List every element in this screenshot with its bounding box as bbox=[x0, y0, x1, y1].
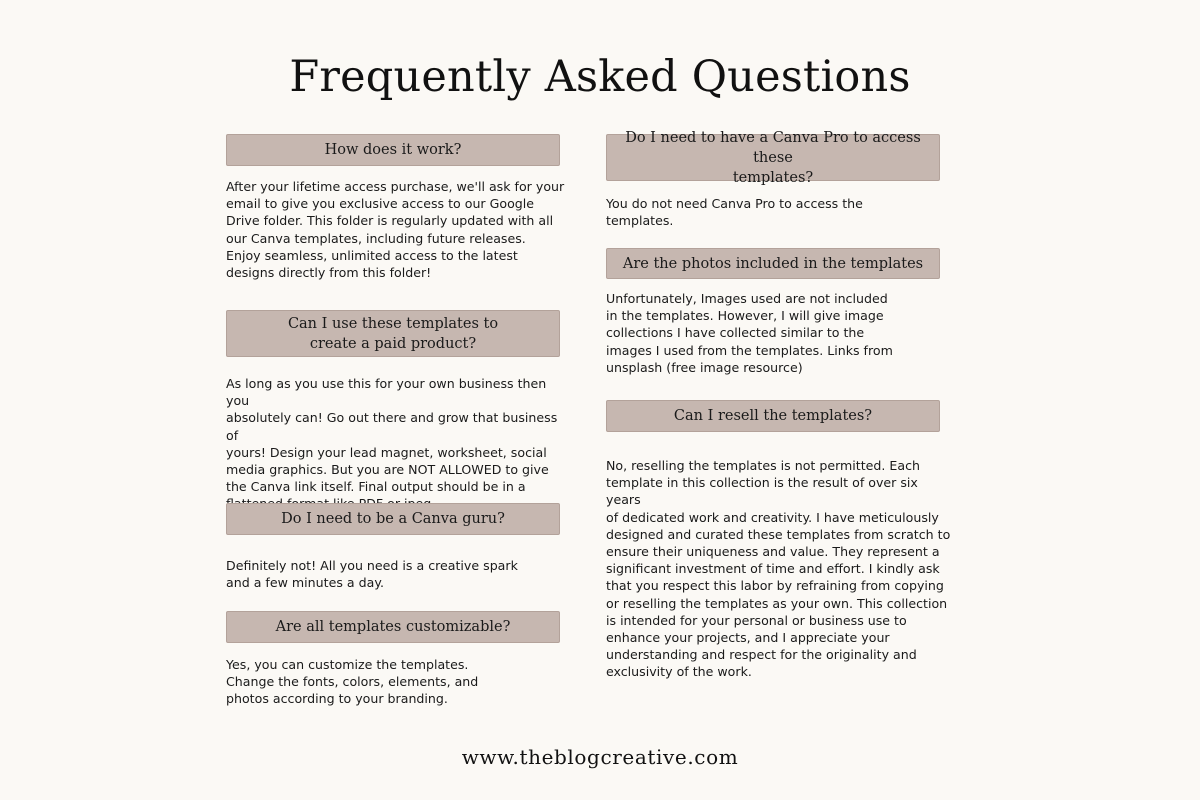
faq-question-how-it-works bbox=[226, 134, 560, 166]
page-title: Frequently Asked Questions bbox=[289, 52, 911, 102]
faq-question-text: Do I need to have a Canva Pro to access these templates? bbox=[625, 129, 921, 186]
faq-question-text: Are all templates customizable? bbox=[275, 619, 511, 635]
footer-website-url: www.theblogcreative.com bbox=[461, 745, 739, 769]
faq-question-text: Can I use these templates to create a paid product? bbox=[287, 315, 499, 352]
faq-answer-paid-product: As long as you use this for your own business then you absolutely can! Go out there and grow that business of yours! Design your lead magnet, worksheet, social media graphics. But you are NOT ALLOWED to give the Canva link itself. Final output should be in a bbox=[226, 376, 558, 495]
faq-question-canva-guru bbox=[226, 503, 560, 535]
faq-answer-customizable: Yes, you can customize the templates. Change the fonts, colors, elements, and photos according to your branding. bbox=[226, 657, 479, 707]
faq-answer-how-it-works: After your lifetime access purchase, we'll ask for your email to give you exclusive access to our Google Drive folder. This folder is regularly updated with all our Canva templates, including future releases. Enjoy seamless, unlimited access to the latest designs directly from this folder! bbox=[226, 179, 565, 281]
faq-question-photos-included bbox=[606, 248, 940, 279]
faq-question-text: Can I resell the templates? bbox=[673, 408, 873, 424]
faq-question-canva-pro bbox=[606, 129, 940, 186]
faq-answer-photos-included: Unfortunately, Images used are not included in the templates. However, I will give image collections I have collected similar to the images I used from the templates. Links from unsplash (free image resource) bbox=[606, 291, 893, 375]
faq-question-text: Do I need to be a Canva guru? bbox=[281, 511, 505, 527]
faq-question-text: Are the photos included in the templates bbox=[622, 255, 924, 272]
faq-question-customizable bbox=[226, 611, 560, 643]
faq-answer-resell: No, reselling the templates is not permitted. Each template in this collection is the result of over six years of dedicated work and creativity. I have meticulously designed and curated these templates from scratch to ensure their uniqueness and value. They represent a significant investment of time and effort. I kindly ask that you respect this labor by refraining from copying or reselling the templates as your own. This collection is intended for your personal or business use to enhance your projects, and I appreciate your understanding and respect for the originality and exclusivity of the work. bbox=[606, 458, 951, 680]
faq-question-resell bbox=[606, 400, 940, 432]
faq-answer-canva-pro: You do not need Canva Pro to access the templates. bbox=[606, 196, 863, 229]
faq-question-text: How does it work? bbox=[324, 142, 462, 158]
faq-answer-canva-guru: Definitely not! All you need is a creative spark and a few minutes a day. bbox=[226, 558, 518, 591]
faq-question-paid-product bbox=[226, 310, 560, 357]
